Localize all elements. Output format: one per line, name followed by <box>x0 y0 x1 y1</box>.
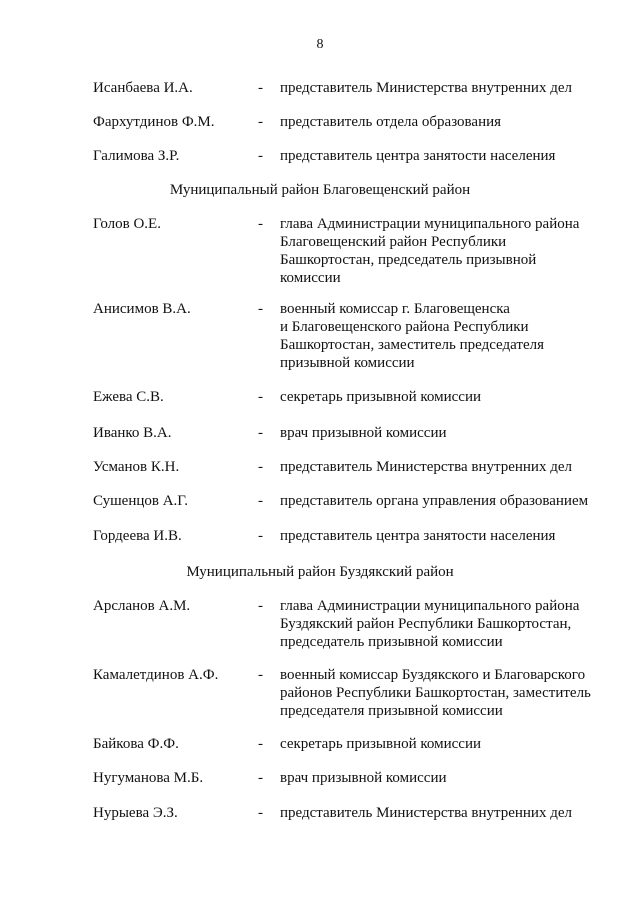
dash: - <box>258 459 263 475</box>
member-name: Арсланов А.М. <box>93 598 191 614</box>
member-role: военный комиссар г. Благовещенска и Благовещенского района Республики Башкортостан, заместитель председателя призывной комиссии <box>280 301 545 371</box>
member-role: представитель органа управления образованием <box>280 493 589 509</box>
member-name: Фархутдинов Ф.М. <box>93 114 215 130</box>
member-role: военный комиссар Буздякского и Благоварского районов Республики Башкортостан, заместитель председателя призывной комиссии <box>280 667 591 719</box>
member-name: Байкова Ф.Ф. <box>93 736 179 752</box>
member-role: секретарь призывной комиссии <box>280 736 482 752</box>
dash: - <box>258 216 263 232</box>
dash: - <box>258 805 263 821</box>
member-name: Нурыева Э.З. <box>93 805 178 821</box>
dash: - <box>258 425 263 441</box>
member-name: Сушенцов А.Г. <box>93 493 189 509</box>
member-role: секретарь призывной комиссии <box>280 389 482 405</box>
dash: - <box>258 80 263 96</box>
member-role: представитель Министерства внутренних дел <box>280 805 572 821</box>
section-heading: Муниципальный район Благовещенский район <box>169 182 471 198</box>
dash: - <box>258 148 263 164</box>
dash: - <box>258 114 263 130</box>
member-name: Камалетдинов А.Ф. <box>93 667 219 683</box>
member-name: Гордеева И.В. <box>93 528 182 544</box>
dash: - <box>258 493 263 509</box>
member-role: представитель центра занятости населения <box>280 528 556 544</box>
member-name: Исанбаева И.А. <box>93 80 193 96</box>
dash: - <box>258 770 263 786</box>
member-role: представитель отдела образования <box>280 114 502 130</box>
member-name: Усманов К.Н. <box>93 459 180 475</box>
dash: - <box>258 598 263 614</box>
dash: - <box>258 667 263 683</box>
member-name: Галимова З.Р. <box>93 148 180 164</box>
member-name: Иванко В.А. <box>93 425 172 441</box>
member-role: врач призывной комиссии <box>280 425 447 441</box>
page-number: 8 <box>316 37 324 52</box>
member-role: представитель центра занятости населения <box>280 148 556 164</box>
member-role: представитель Министерства внутренних дел <box>280 459 572 475</box>
member-name: Ежева С.В. <box>93 389 164 405</box>
member-role: представитель Министерства внутренних дел <box>280 80 572 96</box>
member-role: врач призывной комиссии <box>280 770 447 786</box>
dash: - <box>258 736 263 752</box>
dash: - <box>258 301 263 317</box>
member-name: Голов О.Е. <box>93 216 161 232</box>
member-name: Анисимов В.А. <box>93 301 191 317</box>
member-name: Нугуманова М.Б. <box>93 770 204 786</box>
member-role: глава Администрации муниципального района Благовещенский район Республики Башкортостан, председатель призывной комиссии <box>280 216 580 286</box>
member-role: глава Администрации муниципального района Буздякский район Республики Башкортостан, председатель призывной комиссии <box>280 598 580 650</box>
dash: - <box>258 389 263 405</box>
section-heading: Муниципальный район Буздякский район <box>186 564 454 580</box>
dash: - <box>258 528 263 544</box>
